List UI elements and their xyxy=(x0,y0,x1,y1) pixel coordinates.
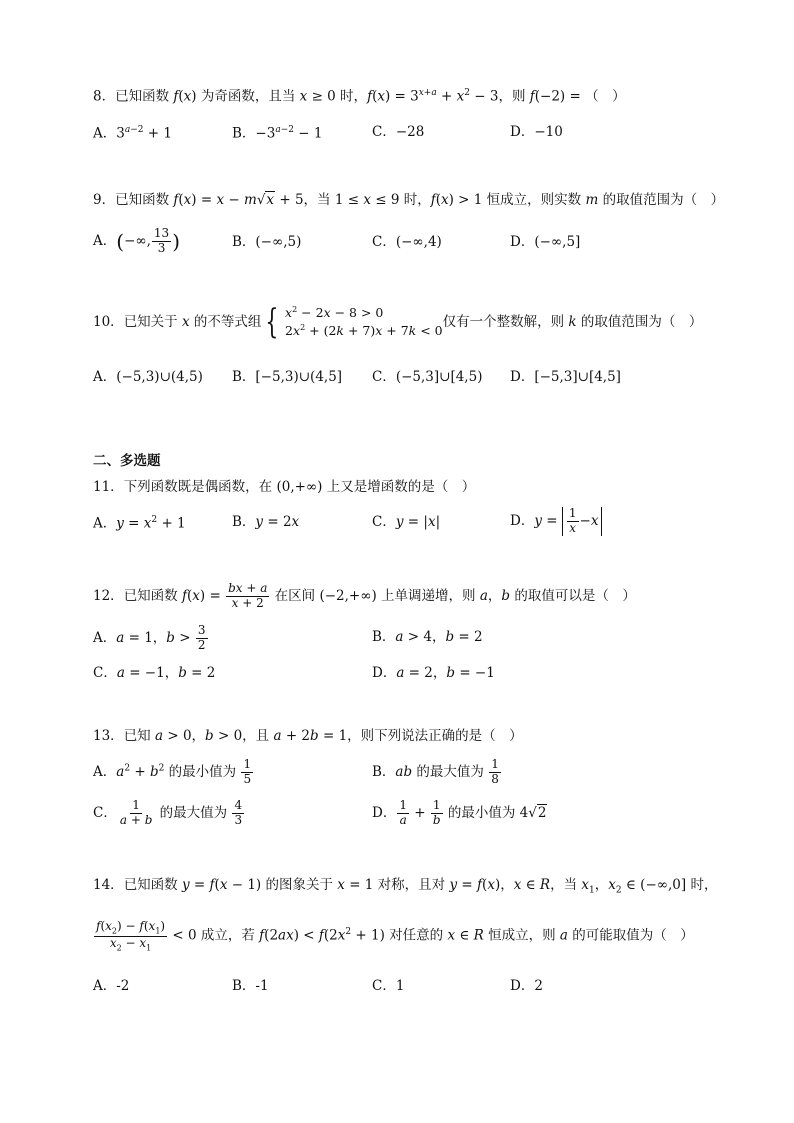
question-9-option-c[interactable]: C．(−∞,4) xyxy=(372,234,442,250)
question-14-option-d[interactable]: D．2 xyxy=(510,978,543,994)
question-12-number: 12． xyxy=(93,587,124,604)
question-14-option-b[interactable]: B．-1 xyxy=(232,978,269,994)
question-10-option-b[interactable]: B．[−5,3)∪(4,5] xyxy=(232,369,343,385)
question-10-option-c[interactable]: C．(−5,3]∪[4,5) xyxy=(372,369,483,385)
question-14-number: 14． xyxy=(93,877,124,893)
question-13: 13．已知 a > 0，b > 0，且 a + 2b = 1，则下列说法正确的是（ ） xyxy=(93,728,523,744)
question-9: 9．已知函数 f(x) = x − m√x + 5，当 1 ≤ x ≤ 9 时，f(x) > 1 恒成立，则实数 m 的取值范围为（ ） xyxy=(93,192,725,208)
question-11-number: 11． xyxy=(93,479,124,495)
question-9-option-b[interactable]: B．(−∞,5) xyxy=(232,234,302,250)
question-8-option-b[interactable]: B．$-3^{a-2} - 1$ xyxy=(232,125,323,142)
section-title: 二、多选题 xyxy=(93,453,161,469)
question-13-option-b[interactable]: B．ab 的最大值为 $\frac{1}{8}$ xyxy=(372,757,499,786)
inequality-system: { $x^2 - 2x - 8 > 0$ $2x^2 + (2k + 7)x + 7k < 0$ xyxy=(265,302,443,343)
question-10-option-d[interactable]: D．[−5,3]∪[4,5] xyxy=(510,369,621,385)
question-8-option-c[interactable]: C．−28 xyxy=(372,124,425,140)
question-12-option-d[interactable]: D．a = 2，b = −1 xyxy=(372,665,495,681)
question-11-option-c[interactable]: C．y = |x| xyxy=(372,514,441,530)
question-8-number: 8． xyxy=(93,88,116,105)
question-11-option-b[interactable]: B．y = 2x xyxy=(232,514,300,530)
question-14: 14．已知函数 y = f(x − 1) 的图象关于 x = 1 对称，且对 y = f(x)，x ∈ R，当 $x_1$，$x_2$ ∈ (−∞,0] 时， xyxy=(93,877,718,896)
question-10-option-a[interactable]: A．(−5,3)∪(4,5) xyxy=(93,369,203,385)
question-14-line-2: $\frac{f(x_2) - f(x_1)}{x_2 - x_1}$ < 0 成立，若 $f(2ax) < f(2x^2 + 1)$ 对任意的 x ∈ R 恒成立，则 a 的可能取值为（ ） xyxy=(96,919,694,952)
question-11: 11．下列函数既是偶函数，在 (0,+∞) 上又是增函数的是（ ） xyxy=(93,479,476,495)
question-11-option-a[interactable]: A．$y = x^2 + 1$ xyxy=(93,515,186,532)
question-13-option-a[interactable]: A．$a^2 + b^2$ 的最小值为 $\frac{1}{5}$ xyxy=(93,757,252,786)
question-10-number: 10． xyxy=(93,313,124,330)
question-12-option-a[interactable]: A．a = 1，b > $\frac{3}{2}$ xyxy=(93,623,206,652)
question-14-option-c[interactable]: C．1 xyxy=(372,978,405,994)
question-14-option-a[interactable]: A．-2 xyxy=(93,978,130,994)
question-8: 8．已知函数 f(x) 为奇函数，且当 x ≥ 0 时，$f(x) = 3^{x+a} + x^2 - 3$，则 f(−2) = （ ） xyxy=(93,88,626,105)
question-10: 10．已知关于 x 的不等式组 { $x^2 - 2x - 8 > 0$ $2x^2 + (2k + 7)x + 7k < 0$ 仅有一个整数解，则 k 的取值范围为（ ） xyxy=(93,302,703,343)
question-8-option-a[interactable]: A．$3^{a-2} + 1$ xyxy=(93,125,172,142)
question-9-option-a[interactable]: A．(−∞, $\frac{13}{3}$ ) xyxy=(93,226,181,255)
question-12-option-b[interactable]: B．a > 4，b = 2 xyxy=(372,629,483,645)
question-11-option-d[interactable]: D．y = $\frac{1}{x}$ − x xyxy=(510,507,602,536)
question-12: 12．已知函数 f(x) = $\frac{bx + a}{x + 2}$ 在区间 (−2,+∞) 上单调递增，则 a，b 的取值可以是（ ） xyxy=(93,581,636,610)
question-12-option-c[interactable]: C．a = −1，b = 2 xyxy=(93,665,216,681)
question-13-option-c[interactable]: C． $\frac{1}{a + b}$ 的最大值为 $\frac{4}{3}$ xyxy=(93,798,243,827)
question-8-option-d[interactable]: D．−10 xyxy=(510,124,563,140)
question-13-option-d[interactable]: D． $\frac{1}{a}$ + $\frac{1}{b}$ 的最小值为 4√2 xyxy=(372,798,547,827)
question-9-number: 9． xyxy=(93,192,116,208)
question-9-option-d[interactable]: D．(−∞,5] xyxy=(510,234,581,250)
question-13-number: 13． xyxy=(93,728,124,744)
